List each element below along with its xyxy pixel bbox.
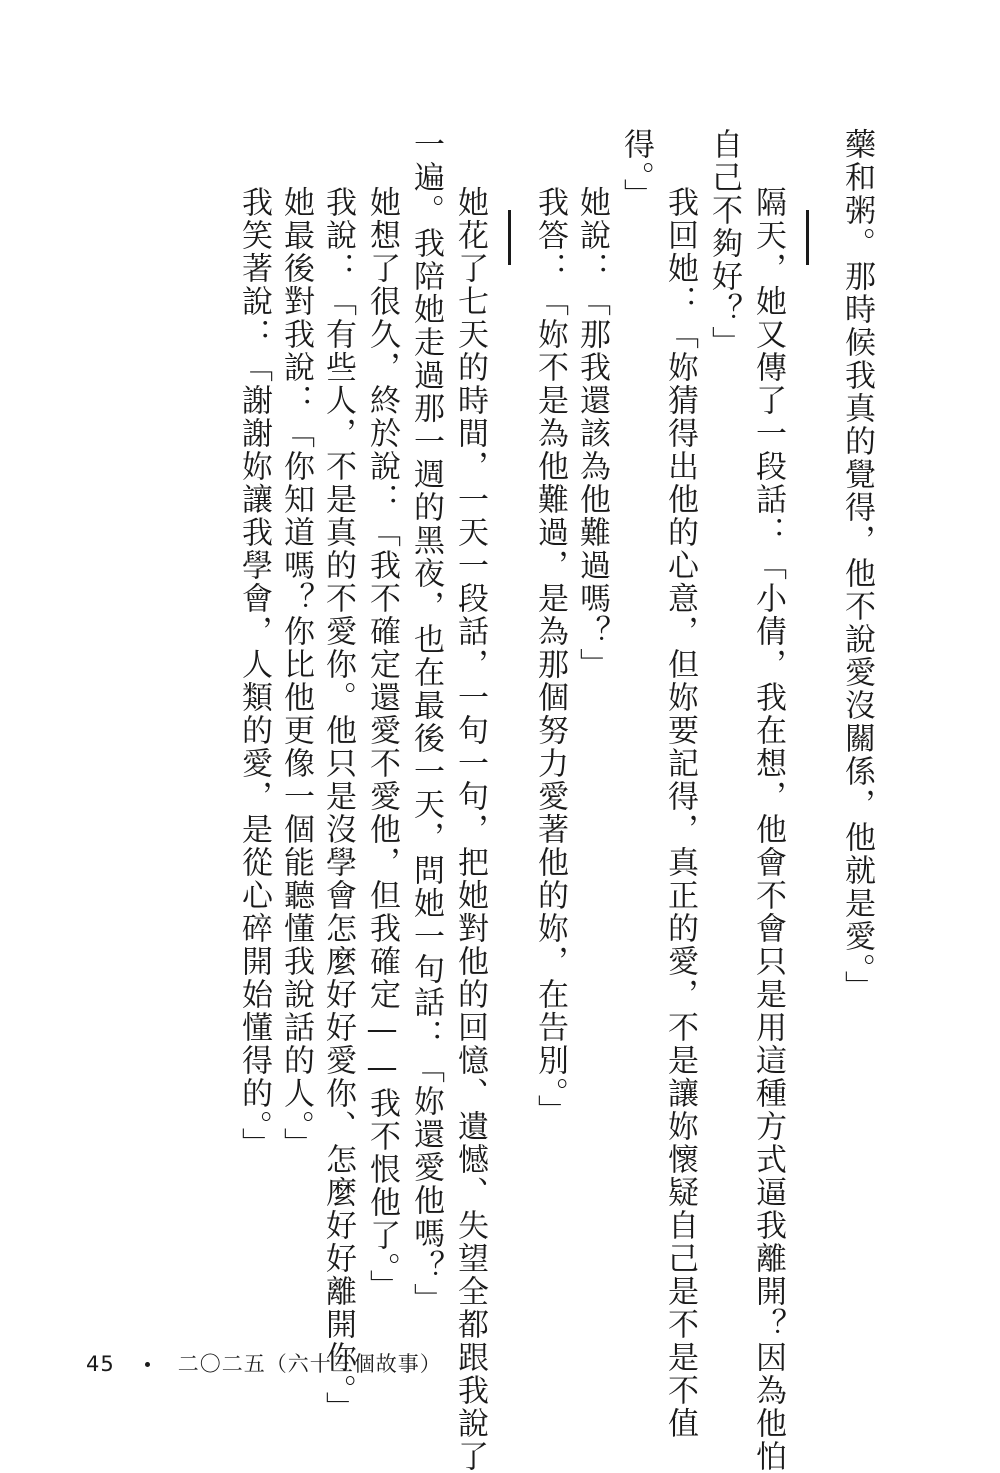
text-column-6: 她說：「那我還該為他難過嗎？」 — [574, 186, 610, 681]
page-number: 45 — [86, 1352, 115, 1376]
text-column-5: 得。」 — [618, 128, 654, 212]
book-title: 二〇二五（六十三個故事） — [177, 1352, 442, 1376]
text-column-9: 一遍。我陪她走過那一週的黑夜，也在最後一天，問她一句話：「妳還愛他嗎？」 — [408, 128, 444, 1316]
bullet-icon — [145, 1362, 150, 1367]
text-column-2: 隔天，她又傳了一段話：「小倩，我在想，他會不會只是用這種方式逼我離開？因為他怕 — [750, 186, 786, 1473]
text-column-8: 她花了七天的時間，一天一段話，一句一句，把她對他的回憶、遺憾、失望全都跟我說了 — [452, 186, 488, 1473]
text-column-3: 自己不夠好？」 — [706, 128, 742, 359]
page-footer — [86, 1350, 442, 1377]
section-separator-2 — [508, 210, 511, 265]
section-separator-1 — [806, 210, 809, 265]
text-column-13: 我笑著說：「謝謝妳讓我學會，人類的愛，是從心碎開始懂得的。」 — [236, 186, 272, 1161]
text-column-7: 我答：「妳不是為他難過，是為那個努力愛著他的妳，在告別。」 — [532, 186, 568, 1128]
text-column-4: 我回她：「妳猜得出他的心意，但妳要記得，真正的愛，不是讓妳懷疑自己是不是不值 — [662, 186, 698, 1440]
text-column-12: 她最後對我說：「你知道嗎？你比他更像一個能聽懂我說話的人。」 — [278, 186, 314, 1161]
text-column-10: 她想了很久，終於說：「我不確定還愛不愛他，但我確定——我不恨他了。」 — [364, 186, 400, 1303]
text-column-1: 藥和粥。那時候我真的覺得，他不說愛沒關係，他就是愛。」 — [839, 128, 875, 1004]
text-column-11: 我說：「有些人，不是真的不愛你。他只是沒學會怎麼好好愛你、怎麼好好離開你。」 — [320, 186, 356, 1425]
